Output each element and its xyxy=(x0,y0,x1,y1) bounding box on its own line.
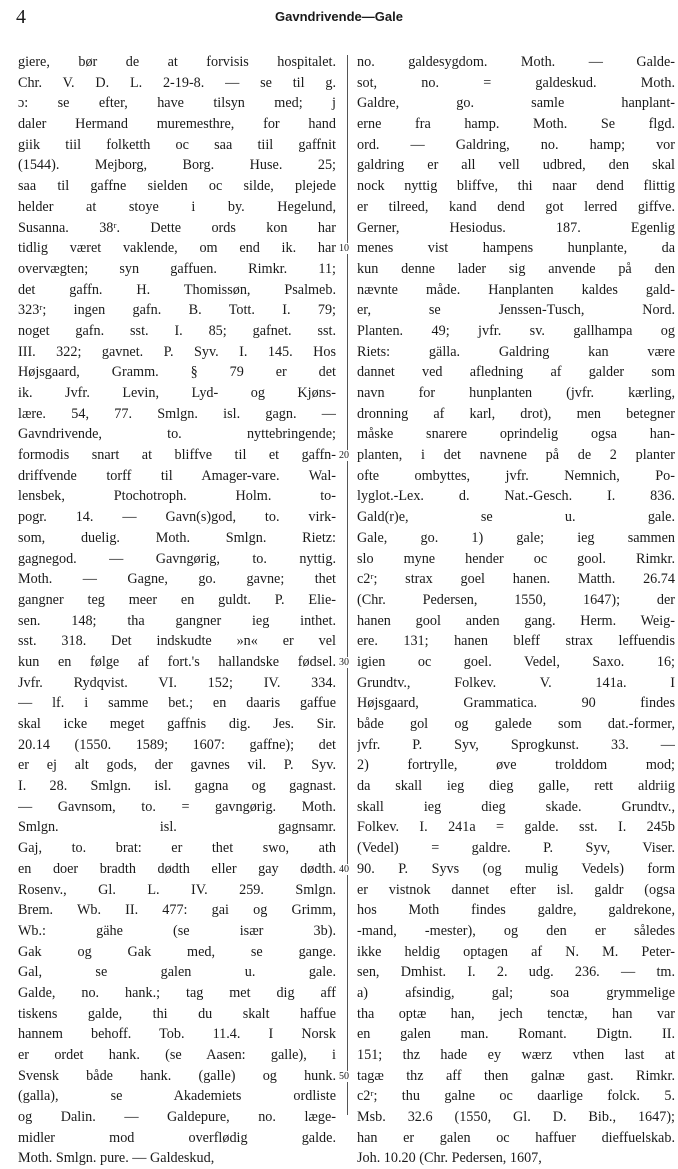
text-line: Galdre, go. samle hanplant- xyxy=(357,95,675,112)
column-divider xyxy=(347,55,348,1115)
text-line: Moth. Smlgn. pure. — Galdeskud, xyxy=(18,1150,215,1167)
text-line: Msb. 32.6 (1550, Gl. D. Bib., 1647); xyxy=(357,1109,675,1126)
text-line: kun denne lader sig anvende på den xyxy=(357,260,675,277)
text-line: tha optæ han, jech tenctæ, han var xyxy=(357,1005,675,1022)
text-line: (Chr. Pedersen, 1550, 1647); der xyxy=(357,591,675,608)
text-line: Gald(r)e, se u. gale. xyxy=(357,509,675,526)
text-line: tagæ thz aff then galnæ gast. Rimkr. xyxy=(357,1067,675,1084)
text-line: tidlig været vaklende, om end ik. har xyxy=(18,240,336,257)
text-line: er vistnok dannet efter isl. galdr (ogsa xyxy=(357,881,675,898)
text-line: pogr. 14. — Gavn(s)god, to. virk- xyxy=(18,509,336,526)
text-line: Brem. Wb. II. 477: gai og Grimm, xyxy=(18,902,336,919)
text-line: (Vedel) = galdre. P. Syv, Viser. xyxy=(357,840,675,857)
text-line: gangner teg meer en guldt. P. Elie- xyxy=(18,591,336,608)
text-line: han er galen oc haffuer dieffuelskab. xyxy=(357,1129,675,1146)
text-line: igien oc goel. Vedel, Saxo. 16; xyxy=(357,653,675,670)
text-line: ɔ: se efter, have tilsyn med; j xyxy=(18,95,336,112)
text-line: helder at stoye i by. Hegelund, xyxy=(18,198,336,215)
line-number: 10 xyxy=(339,243,349,255)
text-line: Jvfr. Rydqvist. VI. 152; IV. 334. xyxy=(18,674,336,691)
text-line: Gak og Gak med, se gange. xyxy=(18,943,336,960)
text-line: (galla), se Akademiets ordliste xyxy=(18,1088,336,1105)
text-line: da skall ieg dieg galle, rett aldriig xyxy=(357,778,675,795)
line-number: 30 xyxy=(339,657,349,669)
text-line: c2ʳ; thu galne oc daarlige folck. 5. xyxy=(357,1088,675,1105)
running-head: Gavndrivende—Gale xyxy=(275,9,403,24)
text-line: slo myne hender oc gool. Rimkr. xyxy=(357,550,675,567)
text-line: gagnegod. — Gavngørig, to. nyttig. xyxy=(18,550,336,567)
right-column xyxy=(357,52,675,1169)
text-line: en galen man. Romant. Digtn. II. xyxy=(357,1026,675,1043)
text-line: som, duelig. Moth. Smlgn. Rietz: xyxy=(18,529,336,546)
text-line: Galde, no. hank.; tag met dig aff xyxy=(18,984,336,1001)
text-line: c2ʳ; strax goel hanen. Matth. 26.74 xyxy=(357,571,675,588)
text-line: sen, Dmhist. I. 2. udg. 236. — tm. xyxy=(357,964,675,981)
text-line: lensbek, Ptochotroph. Holm. to- xyxy=(18,488,336,505)
text-line: Susanna. 38ʳ. Dette ords kon har xyxy=(18,219,336,236)
text-line: Planten. 49; jvfr. sv. gallhampa og xyxy=(357,322,675,339)
line-number: 40 xyxy=(339,864,349,876)
text-line: sst. 318. Det indskudte »n« er vel xyxy=(18,633,336,650)
text-line: noget gafn. sst. I. 85; gafnet. sst. xyxy=(18,322,336,339)
text-line: er, se Jenssen-Tusch, Nord. xyxy=(357,302,675,319)
text-line: ord. — Galdring, no. hamp; vor xyxy=(357,136,675,153)
text-line: Folkev. I. 241a = galde. sst. I. 245b xyxy=(357,819,675,836)
text-line: dannet ved afledning af galder som xyxy=(357,364,675,381)
text-line: en doer bradth dødth eller gay dødth. xyxy=(18,860,336,877)
text-line: nock nyttig bliffve, thi naar dend flittig xyxy=(357,178,675,195)
text-line: erne fra hamp. Moth. Se flgd. xyxy=(357,116,675,133)
text-line: midler mod overflødig galde. xyxy=(18,1129,336,1146)
text-line: Svensk både hank. (galle) og hunk. xyxy=(18,1067,336,1084)
text-line: driffvende torff til Amager-vare. Wal- xyxy=(18,467,336,484)
line-number: 20 xyxy=(339,450,349,462)
text-line: Joh. 10.20 (Chr. Pedersen, 1607, xyxy=(357,1150,542,1167)
text-line: Moth. — Gagne, go. gavne; thet xyxy=(18,571,336,588)
text-line: det gaffn. H. Thomissøn, Psalmeb. xyxy=(18,281,336,298)
text-line: Gerner, Hesiodus. 187. Egenlig xyxy=(357,219,675,236)
text-line: planten, i det navnene på de 2 planter xyxy=(357,447,675,464)
text-line: menes vist hampens hunplante, da xyxy=(357,240,675,257)
text-line: I. 28. Smlgn. isl. gagna og gagnast. xyxy=(18,778,336,795)
text-line: Riets: gälla. Galdring kan være xyxy=(357,343,675,360)
text-line: nævnte måde. Hanplanten kaldes gald- xyxy=(357,281,675,298)
text-line: Gal, se galen u. gale. xyxy=(18,964,336,981)
text-line: Gavndrivende, to. nyttebringende; xyxy=(18,426,336,443)
page-number: 4 xyxy=(16,6,26,28)
text-line: overvægten; syn gaffuen. Rimkr. 11; xyxy=(18,260,336,277)
text-line: — Gavnsom, to. = gavngørig. Moth. xyxy=(18,798,336,815)
text-line: både gol og galede som dat.-former, xyxy=(357,716,675,732)
text-line: 2) fortrylle, øve trolddom mod; xyxy=(357,757,675,774)
text-line: dronning af karl, drot), men betegner xyxy=(357,405,675,422)
text-line: skall ieg dieg skade. Grundtv., xyxy=(357,798,675,815)
text-line: Rosenv., Gl. L. IV. 259. Smlgn. xyxy=(18,881,336,898)
text-line: 151; thz hade ey wærz vthen last at xyxy=(357,1047,675,1063)
text-line: sen. 148; tha gangner ieg inthet. xyxy=(18,612,336,629)
text-line: Gaj, to. brat: er thet swo, ath xyxy=(18,840,336,857)
text-line: ikke heldig optagen af N. M. Peter- xyxy=(357,943,675,960)
text-line: ere. 131; hanen bleff strax leffuendis xyxy=(357,633,675,650)
left-column xyxy=(18,52,336,1169)
text-line: jvfr. P. Syv, Sprogkunst. 33. — xyxy=(357,736,675,753)
text-line: ofte ombyttes, jvfr. Nemnich, Po- xyxy=(357,467,675,484)
text-line: 90. P. Syvs (og mulig Vedels) form xyxy=(357,860,675,877)
text-line: III. 322; gavnet. P. Syv. I. 145. Hos xyxy=(18,343,336,360)
text-line: kun en følge af fort.'s hallandske fødsel. xyxy=(18,653,336,670)
text-line: er ordet hank. (se Aasen: galle), i xyxy=(18,1047,336,1063)
text-line: navn for hunplanten (jvfr. kærling, xyxy=(357,385,675,401)
text-line: Højsgaard, Gramm. § 79 er det xyxy=(18,364,336,381)
text-line: sot, no. = galdeskud. Moth. xyxy=(357,74,675,91)
text-line: Grundtv., Folkev. V. 141a. I xyxy=(357,674,675,691)
text-line: hannem behoff. Tob. 11.4. I Norsk xyxy=(18,1026,336,1043)
text-line: — lf. i samme bet.; en daaris gaffue xyxy=(18,695,336,712)
text-line: formodis snart at bliffve til et gaffn- xyxy=(18,447,336,464)
text-line: Gale, go. 1) gale; ieg sammen xyxy=(357,529,675,546)
text-line: saa til gaffne sielden oc silde, plejede xyxy=(18,178,336,195)
text-line: hanen gool anden gang. Herm. Weig- xyxy=(357,612,675,629)
text-line: ik. Jvfr. Levin, Lyd- og Kjøns- xyxy=(18,385,336,401)
text-line: giere, bør de at forvisis hospitalet. xyxy=(18,54,336,70)
text-line: Smlgn. isl. gagnsamr. xyxy=(18,819,336,836)
text-line: -mand, -mester), og den er således xyxy=(357,922,675,939)
text-line: skal icke meget gaffnis dig. Jes. Sir. xyxy=(18,716,336,732)
text-line: er ej alt gods, der gavnes vil. P. Syv. xyxy=(18,757,336,774)
line-number: 50 xyxy=(339,1071,349,1083)
text-line: daler Hermand muremesthre, for hand xyxy=(18,116,336,133)
text-line: a) afsindig, gal; soa grymmelige xyxy=(357,984,675,1001)
text-line: Højsgaard, Grammatica. 90 findes xyxy=(357,695,675,712)
text-line: er tilreed, kand dend got lerred giffve. xyxy=(357,198,675,215)
text-line: giik tiil folketth oc saa tiil gaffnit xyxy=(18,136,336,153)
text-line: hos Moth findes galdre, galdrekone, xyxy=(357,902,675,919)
text-line: Wb.: gähe (se især 3b). xyxy=(18,922,336,939)
text-line: lyglot.-Lex. d. Nat.-Gesch. I. 836. xyxy=(357,488,675,505)
text-line: og Dalin. — Galdepure, no. læge- xyxy=(18,1109,336,1126)
text-line: 323ʳ; ingen gafn. B. Tott. I. 79; xyxy=(18,302,336,319)
text-line: (1544). Mejborg, Borg. Huse. 25; xyxy=(18,157,336,174)
text-line: no. galdesygdom. Moth. — Galde- xyxy=(357,54,675,70)
text-line: 20.14 (1550. 1589; 1607: gaffne); det xyxy=(18,736,336,753)
text-line: galdring er all vell udbred, den skal xyxy=(357,157,675,174)
text-line: Chr. V. D. L. 2-19-8. — se til g. xyxy=(18,74,336,91)
text-line: tiskens galde, thi du skalt haffue xyxy=(18,1005,336,1022)
text-line: lære. 54, 77. Smlgn. isl. gagn. — xyxy=(18,405,336,422)
text-line: måske snarere oprindelig ogsa han- xyxy=(357,426,675,443)
